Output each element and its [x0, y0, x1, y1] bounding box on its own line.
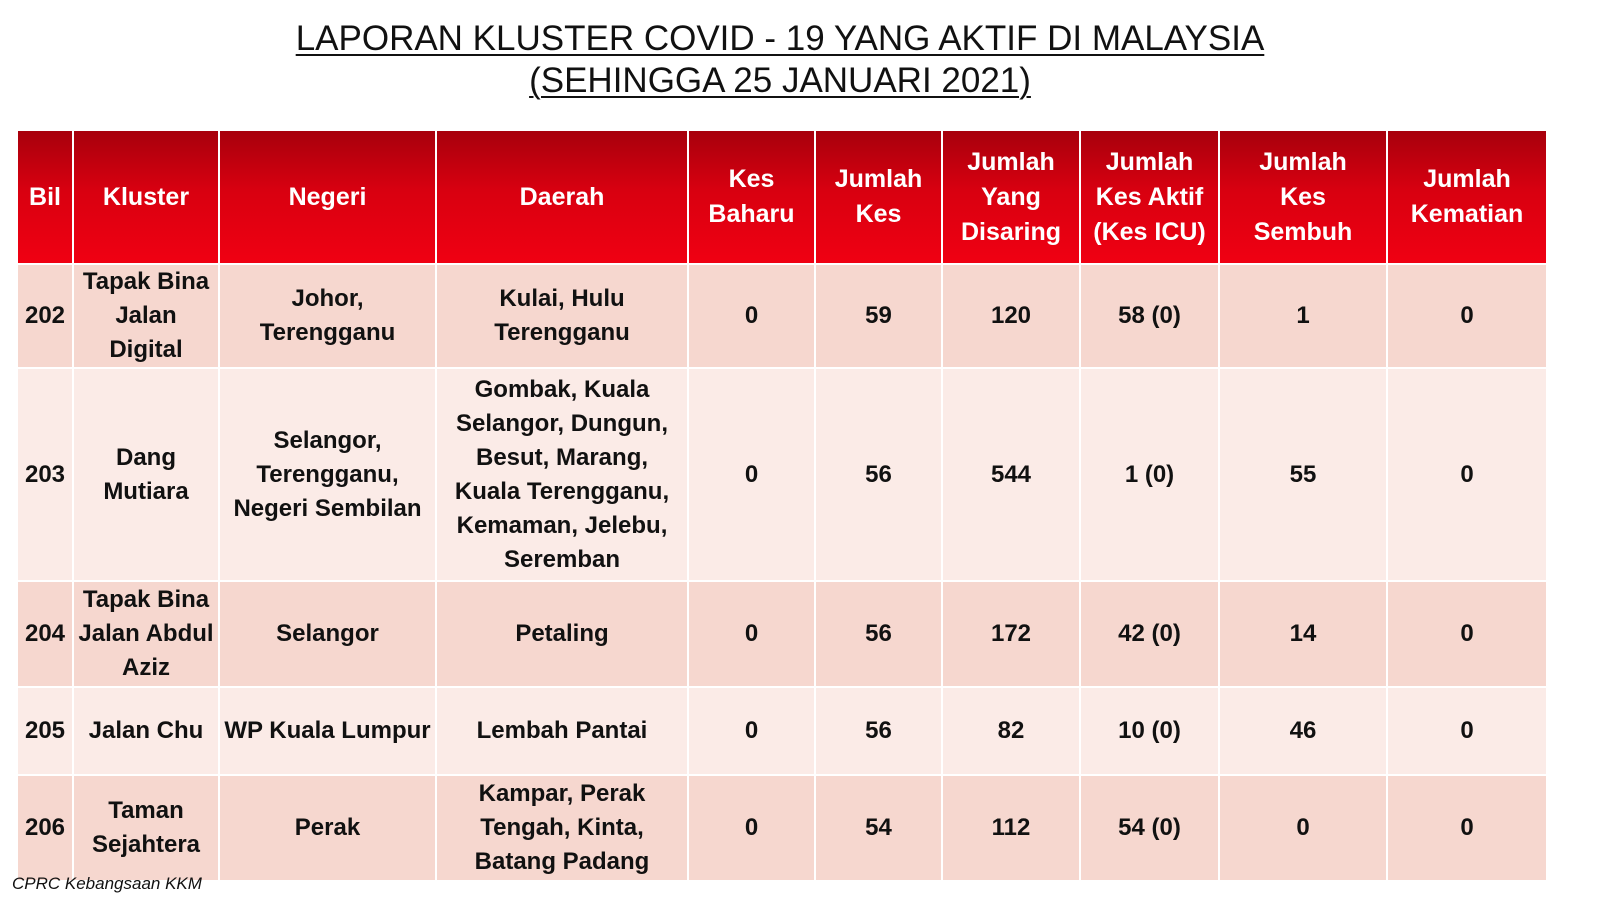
- header-negeri: Negeri: [220, 131, 435, 263]
- cell-kes-baharu: 0: [689, 369, 814, 580]
- cell-daerah: Lembah Pantai: [437, 688, 687, 774]
- cell-negeri: Selangor: [220, 582, 435, 686]
- cell-jumlah-kematian: 0: [1388, 265, 1546, 367]
- cell-bil: 204: [18, 582, 72, 686]
- cell-kes-baharu: 0: [689, 776, 814, 880]
- cell-kes-baharu: 0: [689, 265, 814, 367]
- table-header-row: [18, 131, 1546, 263]
- page-title: [0, 18, 1560, 102]
- cell-bil: 202: [18, 265, 72, 367]
- cell-jumlah-kes-sembuh: 0: [1220, 776, 1386, 880]
- header-jumlah-kematian: Jumlah Kematian: [1388, 131, 1546, 263]
- header-daerah: Daerah: [437, 131, 687, 263]
- cell-daerah: Petaling: [437, 582, 687, 686]
- cell-kes-baharu: 0: [689, 582, 814, 686]
- cell-jumlah-kes: 56: [816, 369, 941, 580]
- cluster-table: [16, 129, 1548, 882]
- cell-bil: 203: [18, 369, 72, 580]
- cell-jumlah-kes: 59: [816, 265, 941, 367]
- cell-jumlah-disaring: 120: [943, 265, 1079, 367]
- title-line-1: LAPORAN KLUSTER COVID - 19 YANG AKTIF DI MALAYSIA: [295, 19, 1265, 58]
- table-row: [18, 265, 1546, 367]
- table-row: [18, 369, 1546, 580]
- cell-jumlah-kes-sembuh: 55: [1220, 369, 1386, 580]
- cell-jumlah-kes-aktif: 58 (0): [1081, 265, 1218, 367]
- cell-jumlah-kes-aktif: 1 (0): [1081, 369, 1218, 580]
- cell-jumlah-kes: 54: [816, 776, 941, 880]
- header-bil: Bil: [18, 131, 72, 263]
- header-jumlah-kes-aktif: Jumlah Kes Aktif (Kes ICU): [1081, 131, 1218, 263]
- cell-jumlah-disaring: 544: [943, 369, 1079, 580]
- cell-jumlah-kematian: 0: [1388, 582, 1546, 686]
- cell-jumlah-kes: 56: [816, 688, 941, 774]
- cell-bil: 206: [18, 776, 72, 880]
- cell-negeri: WP Kuala Lumpur: [220, 688, 435, 774]
- cell-jumlah-kematian: 0: [1388, 688, 1546, 774]
- header-kluster: Kluster: [74, 131, 218, 263]
- cell-daerah: Kulai, Hulu Terengganu: [437, 265, 687, 367]
- cell-jumlah-disaring: 172: [943, 582, 1079, 686]
- cell-negeri: Selangor, Terengganu, Negeri Sembilan: [220, 369, 435, 580]
- header-kes-baharu: Kes Baharu: [689, 131, 814, 263]
- table-row: [18, 776, 1546, 880]
- cell-kluster: Taman Sejahtera: [74, 776, 218, 880]
- cell-jumlah-kes-aktif: 54 (0): [1081, 776, 1218, 880]
- cell-jumlah-kes-sembuh: 1: [1220, 265, 1386, 367]
- table-row: [18, 582, 1546, 686]
- cell-negeri: Perak: [220, 776, 435, 880]
- cell-jumlah-disaring: 112: [943, 776, 1079, 880]
- cell-jumlah-kematian: 0: [1388, 369, 1546, 580]
- header-jumlah-kes: Jumlah Kes: [816, 131, 941, 263]
- cell-kluster: Tapak Bina Jalan Abdul Aziz: [74, 582, 218, 686]
- cell-jumlah-kes-sembuh: 46: [1220, 688, 1386, 774]
- cell-kluster: Dang Mutiara: [74, 369, 218, 580]
- cell-daerah: Gombak, Kuala Selangor, Dungun, Besut, Marang, Kuala Terengganu, Kemaman, Jelebu, Seremban: [437, 369, 687, 580]
- cell-daerah: Kampar, Perak Tengah, Kinta, Batang Padang: [437, 776, 687, 880]
- table-row: [18, 688, 1546, 774]
- header-jumlah-disaring: Jumlah Yang Disaring: [943, 131, 1079, 263]
- cell-jumlah-kes: 56: [816, 582, 941, 686]
- cell-kluster: Jalan Chu: [74, 688, 218, 774]
- cell-negeri: Johor, Terengganu: [220, 265, 435, 367]
- cell-jumlah-kematian: 0: [1388, 776, 1546, 880]
- header-jumlah-kes-sembuh: Jumlah Kes Sembuh: [1220, 131, 1386, 263]
- cluster-table-wrapper: [18, 131, 1546, 880]
- title-line-2: (SEHINGGA 25 JANUARI 2021): [529, 61, 1031, 100]
- cell-bil: 205: [18, 688, 72, 774]
- cell-jumlah-kes-sembuh: 14: [1220, 582, 1386, 686]
- cell-kes-baharu: 0: [689, 688, 814, 774]
- source-footnote: CPRC Kebangsaan KKM: [12, 874, 202, 893]
- cell-jumlah-disaring: 82: [943, 688, 1079, 774]
- cell-jumlah-kes-aktif: 42 (0): [1081, 582, 1218, 686]
- cell-kluster: Tapak Bina Jalan Digital: [74, 265, 218, 367]
- cell-jumlah-kes-aktif: 10 (0): [1081, 688, 1218, 774]
